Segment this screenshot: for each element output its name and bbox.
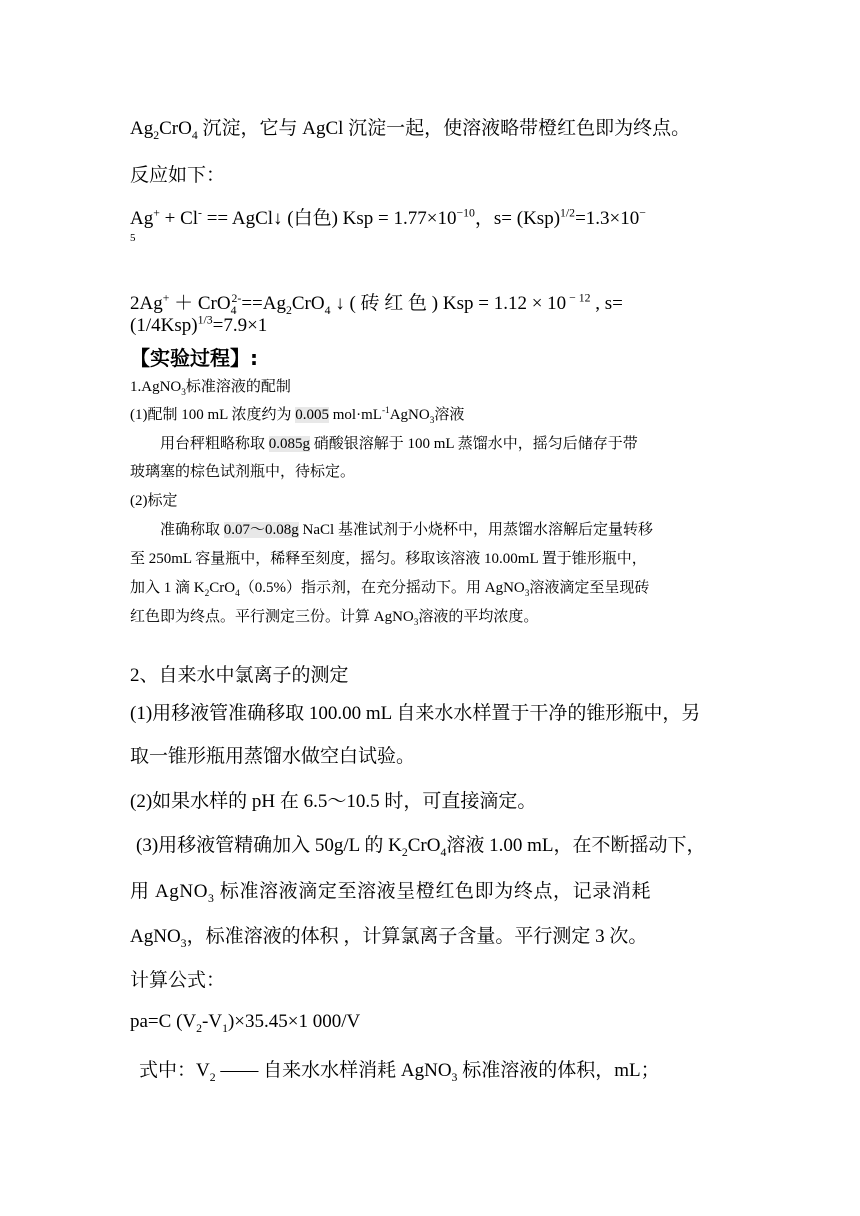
section1-title [130, 375, 291, 396]
precipitate-text: 沉淀，它与 AgCl 沉淀一起，使溶液略带橙红色即为终点。 [202, 118, 691, 139]
section-heading: 【实验过程】: [130, 346, 258, 370]
formula-b: -V [202, 1011, 223, 1032]
reaction-intro: 反应如下： [130, 165, 226, 186]
section1-weigh [160, 432, 638, 453]
s2p4b: CrO [407, 835, 441, 856]
r2-wrap: (1/4Ksp) [130, 315, 198, 336]
section2-step1: (1)用移液管准确移取 100.00 mL 自来水水样置于干净的锥形瓶中，另 [130, 703, 701, 724]
section1-indicator [130, 576, 649, 597]
sup: − [639, 206, 646, 220]
sup: -1 [381, 406, 390, 416]
s2p4: (3)用移液管精确加入 50g/L 的 K [136, 835, 402, 856]
sup: −10 [456, 206, 475, 220]
formula-ag: Ag [130, 118, 154, 139]
s1p7b: CrO [209, 580, 236, 596]
s1p7c: （0.5%）指示剂，在充分摇动下。用 AgNO [239, 580, 525, 596]
sub: 3 [451, 1070, 458, 1084]
sub: 4 [440, 845, 447, 859]
sub: 2 [153, 128, 160, 142]
sup: + [162, 291, 170, 305]
reaction-agcl-wrap: 5 [130, 232, 136, 244]
sub: 3 [180, 936, 187, 950]
sub: 4 [230, 303, 237, 317]
where-c: 标准溶液的体积，mL； [457, 1060, 660, 1081]
sup: 1/2 [560, 206, 576, 220]
section1-step2: (2)标定 [130, 493, 178, 509]
section2-title: 2、自来水中氯离子的测定 [130, 665, 349, 686]
r2-ag: 2Ag [130, 293, 163, 314]
r1-ksp: == AgCl↓ (白色) Ksp = 1.77×10 [201, 208, 457, 229]
calc-formula [130, 1011, 360, 1033]
s2p4c: 溶液 1.00 mL，在不断摇动下， [446, 835, 706, 856]
section1-step1 [130, 403, 464, 424]
reaction-ag2cro4 [130, 288, 623, 315]
sup: 2- [231, 291, 242, 305]
s1p8: 红色即为终点。平行测定三份。计算 AgNO [130, 609, 414, 625]
r2-s: , s= [590, 293, 623, 314]
sup: + [153, 206, 160, 220]
section2-titrate [130, 876, 651, 903]
section1-store: 玻璃塞的棕色试剂瓶中，待标定。 [130, 464, 356, 480]
s1-title-b: 标准溶液的配制 [185, 379, 291, 395]
s2p5b: 标准溶液滴定至溶液呈橙红色即为终点，记录消耗 [214, 881, 652, 902]
s1p2b: 硝酸银溶解于 100 mL 蒸馏水中，摇匀后储存于带 [310, 436, 638, 452]
section2-step3 [136, 830, 705, 857]
sub: 2 [401, 845, 408, 859]
calc-where [139, 1055, 660, 1082]
s2p6: AgNO [130, 926, 181, 947]
s2p5: 用 AgNO [130, 881, 209, 902]
sub: 1 [222, 1021, 228, 1035]
section2-record [130, 921, 647, 948]
section1-endpoint [130, 605, 538, 626]
formula-a: pa=C (V [130, 1011, 197, 1032]
r2-cro4b: CrO [291, 293, 325, 314]
where-a: 式中：V [139, 1060, 210, 1081]
s1p1b: mol·mL [329, 407, 382, 423]
highlight: 0.005 [295, 407, 330, 423]
reaction-agcl [130, 203, 646, 230]
r1-s: ，s= (Ksp) [474, 208, 561, 229]
sub: 3 [181, 388, 186, 398]
s1p2: 用台秤粗略称取 [160, 436, 269, 452]
sub: 3 [524, 589, 530, 599]
sub: 3 [413, 618, 419, 628]
r1-ag: Ag [130, 208, 154, 229]
reaction-ag2cro4-wrap [130, 315, 267, 337]
r2-ksp: ↓ ( 砖 红 色 ) Ksp = 1.12 × 10 [330, 293, 567, 314]
sub: 4 [324, 303, 331, 317]
sub: 4 [235, 589, 240, 599]
sup: 1/3 [197, 313, 213, 327]
sub: 2 [209, 1070, 216, 1084]
sup: - [198, 206, 202, 220]
s1p7: 加入 1 滴 K [130, 580, 205, 596]
sup: − 12 [566, 291, 591, 305]
formula-c: )×35.45×1 000/V [227, 1011, 361, 1032]
highlight: 0.07～0.08g [223, 522, 299, 538]
section2-blank: 取一锥形瓶用蒸馏水做空白试验。 [130, 746, 416, 767]
r2-cro4: ＋ CrO [169, 293, 231, 314]
sub: 3 [208, 891, 215, 905]
section2-step2: (2)如果水样的 pH 在 6.5～10.5 时，可直接滴定。 [130, 791, 537, 812]
s1p7d: 溶液滴定至呈现砖 [529, 580, 650, 596]
s1p1: (1)配制 100 mL 浓度约为 [130, 407, 296, 423]
s1-title: 1.AgNO [130, 379, 182, 395]
s2p6b: ，标准溶液的体积 ，计算氯离子含量。平行测定 3 次。 [186, 926, 648, 947]
sub: 2 [204, 589, 210, 599]
sub: 3 [429, 416, 435, 426]
r1-value: =1.3×10 [575, 208, 640, 229]
where-b: —— 自来水水样消耗 AgNO [215, 1060, 452, 1081]
r1-cl: + Cl [159, 208, 199, 229]
highlight: 0.085g [268, 436, 311, 452]
sub: 2 [285, 303, 292, 317]
section1-calibrate [160, 518, 653, 539]
section1-dilute: 至 250mL 容量瓶中，稀释至刻度，摇匀。移取该溶液 10.00mL 置于锥形瓶中， [130, 551, 647, 567]
s1p5: 准确称取 [160, 522, 224, 538]
r2-wrap-value: =7.9×1 [212, 315, 268, 336]
text-line-precipitate: $Ag_2CrO_4$ 沉淀，它与 AgCl 沉淀一起，使溶液略带橙红色即为终点。 [130, 118, 691, 142]
s1p8b: 溶液的平均浓度。 [418, 609, 539, 625]
s1p1c: AgNO [389, 407, 430, 423]
calc-title: 计算公式： [130, 970, 226, 991]
s1p1d: 溶液 [434, 407, 465, 423]
sub: 4 [191, 128, 198, 142]
sub: 2 [196, 1021, 203, 1035]
s1p5b: NaCl 基准试剂于小烧杯中，用蒸馏水溶解后定量转移 [298, 522, 653, 538]
r2-eq: ==Ag [241, 293, 286, 314]
